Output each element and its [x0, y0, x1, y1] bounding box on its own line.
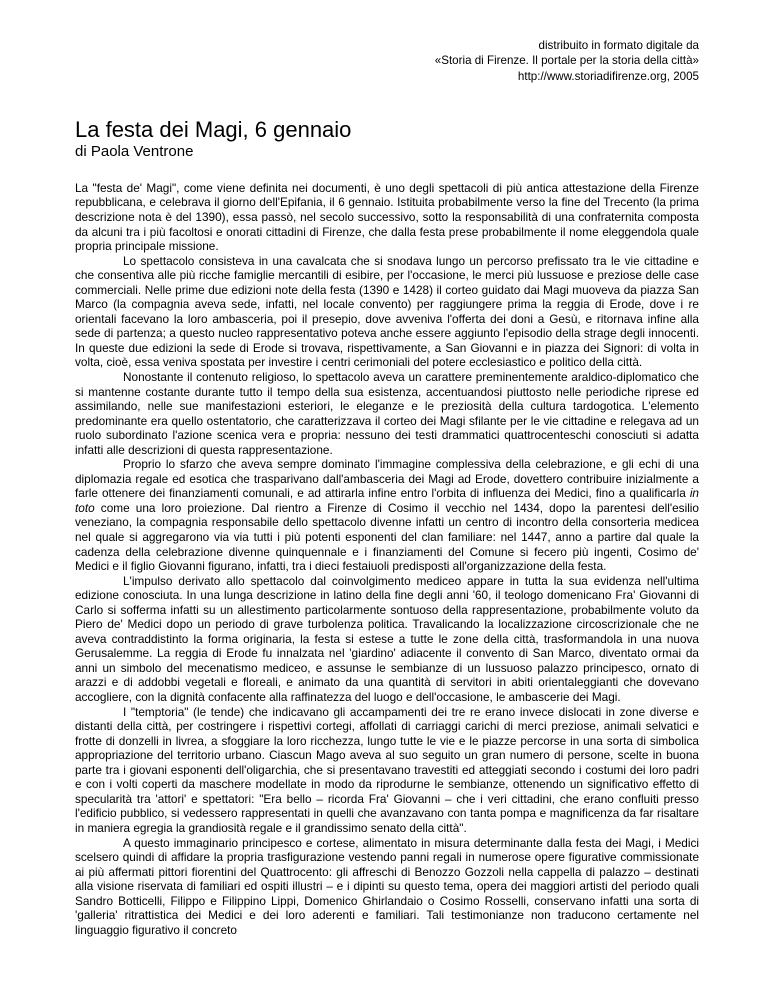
document-title: La festa dei Magi, 6 gennaio — [75, 116, 352, 142]
paragraph-4-italic: in toto — [75, 486, 699, 515]
paragraph-4-text-after: come una loro proiezione. Dal rientro a Firenze di Cosimo il vecchio nel 1434, dopo la parentesi dell'esilio veneziano, la compagnia responsabile dello spettacolo divenne infatti un centro di incontro della consorteria medicea nel quale si aggregarono via via tutti i più potenti esponenti del clan familiare: nel 1447, anno a partire dal quale la cadenza della celebrazione divenne quinquennale e i finanziamenti del Comune si fecero più ingenti, Cosimo de' Medici e il figlio Giovanni figurano, infatti, tra i dieci festaiuoli predisposti all'organizzazione della festa. — [75, 500, 699, 574]
header-line-portal: «Storia di Firenze. Il portale per la storia della città» — [434, 54, 699, 68]
paragraph-7: A questo immaginario principesco e cortese, alimentato in misura determinante dalla festa dei Magi, i Medici scelsero quindi di affidare la propria trasfigurazione vestendo panni regali in numerose opere figurative commissionate ai più affermati pittori fiorentini del Quattrocento: gli affreschi di Benozzo Gozzoli nella cappella di palazzo – destinati alla visione riservata di familiari ed ospiti illustri – e i dipinti su questo tema, opera dei maggiori artisti del periodo quali Sandro Botticelli, Filippo e Filippino Lippi, Domenico Ghirlandaio o Cosimo Rosselli, conservano infatti una sorta di 'galleria' ritrattistica dei Medici e dei loro aderenti e familiari. Tali testimonianze non traducono certamente nel linguaggio figurativo il concreto — [75, 835, 699, 937]
document-author: di Paola Ventrone — [75, 142, 194, 160]
paragraph-4-text-before: Proprio lo sfarzo che aveva sempre dominato l'immagine complessiva della celebrazione, e gli echi di una diplomazia regale ed esotica che trasparivano dall'ambasceria dei Magi ad Erode, dovettero contribuire inizialmente a farle ottenere dei finanziamenti comunali, e ad attirarla infine entro l'orbita di influenza dei Medici, fino a qualificarla — [75, 457, 699, 501]
paragraph-4 — [75, 457, 699, 573]
paragraph-5: L'impulso derivato allo spettacolo dal coinvolgimento mediceo appare in tutta la sua evidenza nell'ultima edizione conosciuta. In una lunga descrizione in latino della fine degli anni '60, il teologo domenicano Fra' Giovanni di Carlo si sofferma infatti su un allestimento particolarmente sontuoso della rappresentazione, probabilmente voluto da Piero de' Medici dopo un periodo di grave turbolenza politica. Travalicando la localizzazione circoscrizionale che ne aveva contraddistinto la forma originaria, la festa si estese a tutte le zone della città, trasformandola in una nuova Gerusalemme. La reggia di Erode fu innalzata nel 'giardino' adiacente il convento di San Marco, diventato ormai da anni un simbolo del mecenatismo mediceo, e assunse le sembianze di un lussuoso palazzo principesco, ornato di arazzi e di addobbi vegetali e floreali, e animato da una quantità di servitori in abiti orientaleggianti che dovevano accogliere, con la dignità confacente alla raffinatezza del luogo e dell'occasione, le ambascerie dei Magi. — [75, 573, 699, 705]
paragraph-2: Lo spettacolo consisteva in una cavalcata che si snodava lungo un percorso prefissato tra le vie cittadine e che consentiva alle più ricche famiglie mercantili di esibire, per l'occasione, le merci più lussuose e preziose delle case commerciali. Nelle prime due edizioni note della festa (1390 e 1428) il corteo guidato dai Magi muoveva da piazza San Marco (la compagnia aveva sede, infatti, nel locale convento) per raggiungere prima la reggia di Erode, dove i re orientali facevano la loro ambasceria, poi il presepio, dove avveniva l'offerta dei doni a Gesù, e ritornava infine alla sede di partenza; a questo nucleo rappresentativo poteva anche essere aggiunto l'episodio della strage degli innocenti. In queste due edizioni la sede di Erode si trovava, rispettivamente, a San Giovanni e in piazza dei Signori: di volta in volta, cioè, essa veniva spostata per investire i centri cerimoniali del potere ecclesiastico e politico della città. — [75, 253, 699, 370]
header-line-distribution: distribuito in formato digitale da — [538, 39, 699, 52]
paragraph-3: Nonostante il contenuto religioso, lo spettacolo aveva un carattere preminentemente araldico-diplomatico che si mantenne costante durante tutto il tempo della sua esistenza, accentuandosi piuttosto nelle periodiche riprese ed assimilando, nelle sue manifestazioni esteriori, le eleganze e le preziosità della cultura tardogotica. L'elemento predominante era quello ostentatorio, che caratterizzava il corteo dei Magi sfilante per le vie cittadine e relegava ad un ruolo subordinato l'azione scenica vera e propria: nessuno dei testi drammatici quattrocenteschi conosciuti si adatta infatti alle descrizioni di questa rappresentazione. — [75, 370, 699, 457]
document-body — [75, 181, 699, 937]
paragraph-1: La "festa de' Magi", come viene definita nei documenti, è uno degli spettacoli di più antica attestazione della Firenze repubblicana, e celebrava il giorno dell'Epifania, il 6 gennaio. Istituita probabilmente verso la fine del Trecento (la prima descrizione nota è del 1390), essa passò, nel secolo successivo, sotto la responsabilità di una confraternita composta da alcuni tra i più facoltosi e onorati cittadini di Firenze, che dalla festa prese probabilmente il nome eleggendola quale propria principale missione. — [75, 180, 699, 254]
distribution-header — [75, 38, 699, 84]
paragraph-6: I "temptoria" (le tende) che indicavano gli accampamenti dei tre re erano invece dislocati in zone diverse e distanti della città, per costringere i rispettivi cortegi, affollati di carriaggi carichi di merci preziose, animali selvatici e frotte di donzelli in livrea, a sfoggiare la loro ricchezza, lungo tutte le vie e le piazze percorse in una sorta di simbolica appropriazione del territorio urbano. Ciascun Mago aveva al suo seguito un gran numero di persone, scelte in buona parte tra i giovani esponenti dell'oligarchia, che si presentavano travestiti ed atteggiati secondo i costumi dei loro padri e con i volti coperti da maschere modellate in modo da riprodurne le sembianze, ottenendo un significativo effetto di specularità tra 'attori' e spettatori: "Era bello – ricorda Fra' Giovanni – che i veri cittadini, che erano confluiti presso l'edificio pubblico, si vedessero rappresentati in quelli che avanzavano con tanta pompa e magnificenza da far risaltare in maniera egregia la grandiosità regale e il grandissimo senato della città". — [75, 704, 699, 835]
document-page — [75, 38, 699, 937]
header-line-url: http://www.storiadifirenze.org, 2005 — [517, 69, 699, 83]
